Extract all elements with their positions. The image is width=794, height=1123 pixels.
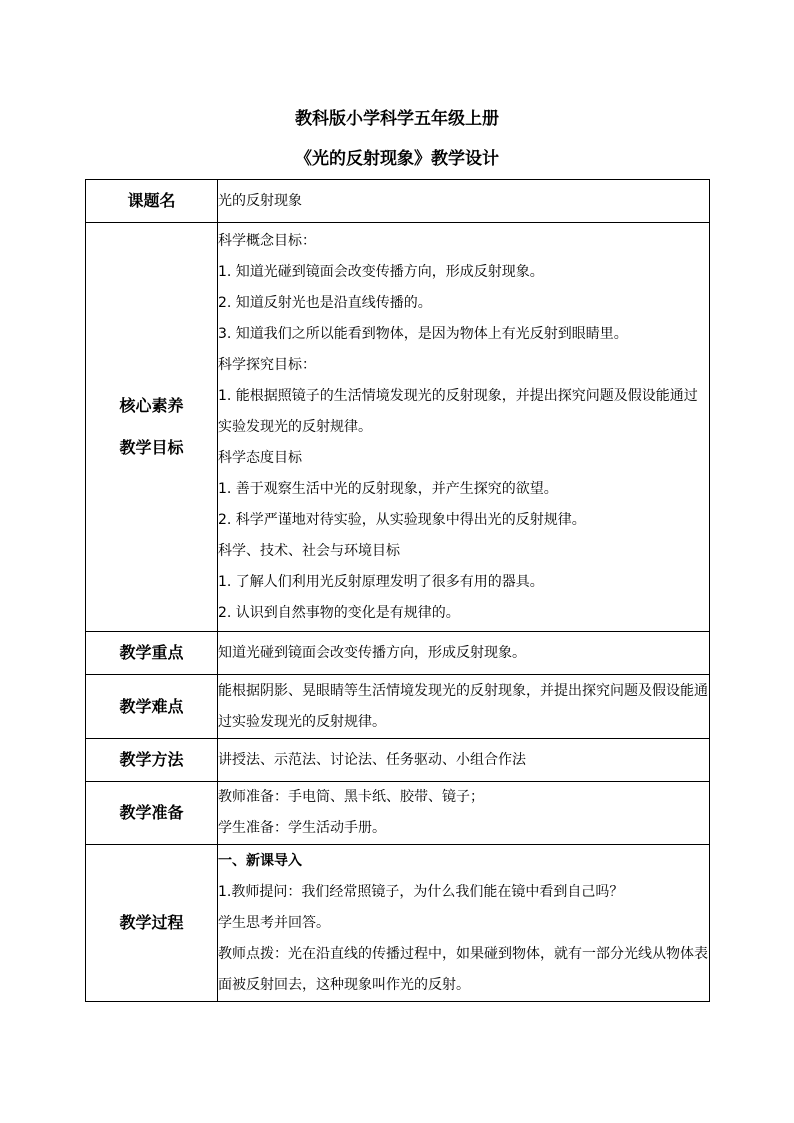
row-objectives	[86, 223, 710, 632]
objective-line: 科学概念目标：	[218, 232, 316, 249]
process-line: 教师点拨：光在沿直线的传播过程中，如果碰到物体，就有一部分光线从物体表面被反射回去，这种现象叫作光的反射。	[218, 945, 708, 993]
label-objectives	[86, 223, 218, 632]
preparation-content	[218, 782, 710, 845]
label-key-point: 教学重点	[86, 632, 218, 675]
process-line: 学生思考并回答。	[218, 914, 330, 931]
objective-line: 2. 科学严谨地对待实验，从实验现象中得出光的反射规律。	[218, 511, 586, 528]
row-topic	[86, 180, 710, 223]
objective-line: 1. 善于观察生活中光的反射现象，并产生探究的欲望。	[218, 480, 558, 497]
row-process	[86, 845, 710, 1002]
label-method: 教学方法	[86, 739, 218, 782]
objective-line: 2. 认识到自然事物的变化是有规律的。	[218, 604, 460, 621]
objective-line: 科学态度目标	[218, 449, 302, 466]
preparation-line: 教师准备：手电筒、黑卡纸、胶带、镜子；	[218, 789, 484, 805]
difficulty-value: 能根据阴影、晃眼睛等生活情境发现光的反射现象，并提出探究问题及假设能通过实验发现光的反射规律。	[218, 675, 710, 739]
document-subtitle: 《光的反射现象》教学设计	[295, 149, 499, 169]
objective-line: 3. 知道我们之所以能看到物体，是因为物体上有光反射到眼睛里。	[218, 325, 628, 342]
label-topic: 课题名	[86, 180, 218, 223]
objective-line: 1. 知道光碰到镜面会改变传播方向，形成反射现象。	[218, 263, 544, 280]
preparation-line: 学生准备：学生活动手册。	[218, 820, 386, 836]
label-objectives-line2: 教学目标	[119, 438, 184, 457]
process-line: 1.教师提问：我们经常照镜子，为什么我们能在镜中看到自己吗？	[218, 883, 624, 900]
process-section-heading: 一、新课导入	[218, 852, 302, 869]
objective-line: 科学、技术、社会与环境目标	[218, 542, 400, 559]
row-method	[86, 739, 710, 782]
method-value: 讲授法、示范法、讨论法、任务驱动、小组合作法	[218, 739, 710, 782]
process-content	[218, 845, 710, 1002]
objective-line: 科学探究目标：	[218, 356, 316, 373]
topic-value: 光的反射现象	[218, 180, 710, 223]
document-title: 教科版小学科学五年级上册	[295, 109, 499, 129]
lesson-plan-table	[85, 179, 710, 1002]
row-preparation	[86, 782, 710, 845]
label-preparation: 教学准备	[86, 782, 218, 845]
label-objectives-line1: 核心素养	[119, 396, 184, 415]
objective-line: 1. 能根据照镜子的生活情境发现光的反射现象，并提出探究问题及假设能通过实验发现光的反射规律。	[218, 387, 698, 435]
objectives-content	[218, 223, 710, 632]
label-difficulty: 教学难点	[86, 675, 218, 739]
label-process: 教学过程	[86, 845, 218, 1002]
key-point-value: 知道光碰到镜面会改变传播方向，形成反射现象。	[218, 632, 710, 675]
row-difficulty	[86, 675, 710, 739]
objective-line: 1. 了解人们利用光反射原理发明了很多有用的器具。	[218, 573, 544, 590]
row-key-point	[86, 632, 710, 675]
objective-line: 2. 知道反射光也是沿直线传播的。	[218, 294, 432, 311]
